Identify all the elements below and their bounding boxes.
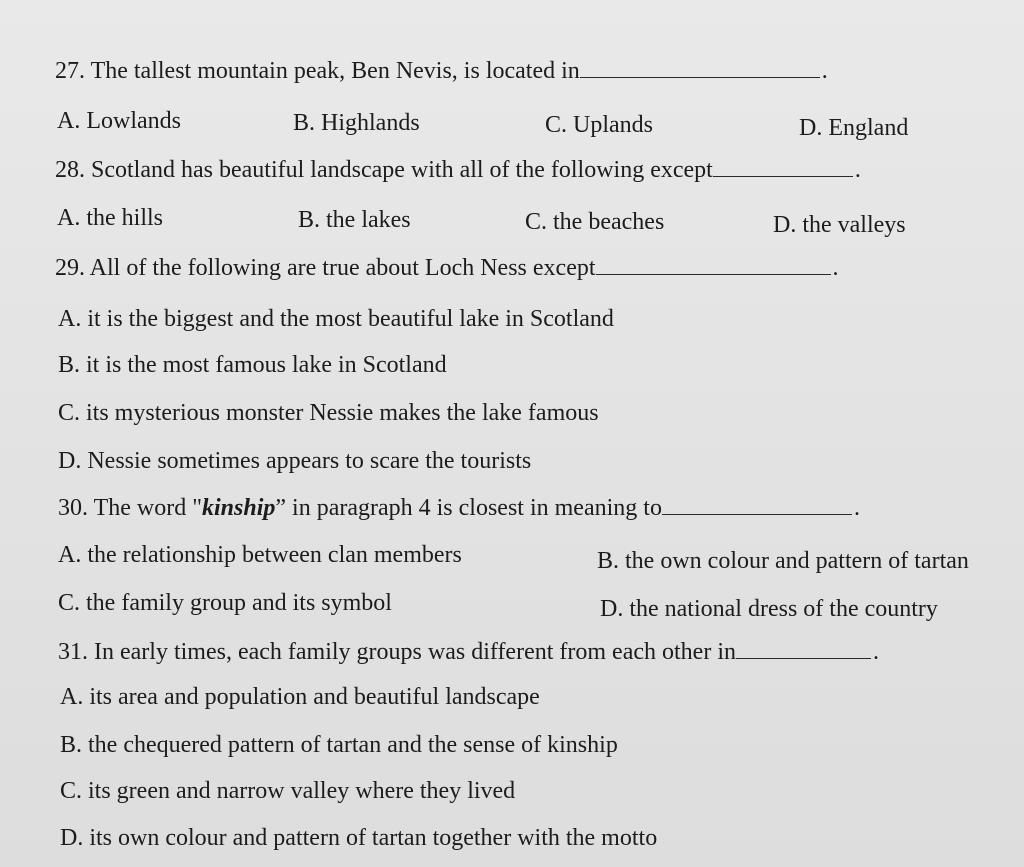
option-27-c[interactable]: C. Uplands xyxy=(545,112,653,138)
answer-blank-28[interactable] xyxy=(713,156,853,177)
option-27-b[interactable]: B. Highlands xyxy=(293,110,420,136)
question-30-period: . xyxy=(853,495,860,521)
question-29-period: . xyxy=(832,255,839,281)
answer-blank-30[interactable] xyxy=(662,494,852,515)
question-30 xyxy=(58,493,860,523)
option-28-a[interactable]: A. the hills xyxy=(57,205,163,231)
question-31-period: . xyxy=(873,639,879,665)
option-29-d[interactable]: D. Nessie sometimes appears to scare the tourists xyxy=(58,448,532,474)
question-27-period: . xyxy=(821,58,828,84)
question-27 xyxy=(55,56,828,86)
option-30-c[interactable]: C. the family group and its symbol xyxy=(58,590,392,616)
question-28 xyxy=(55,155,861,185)
option-30-a[interactable]: A. the relationship between clan members xyxy=(58,542,462,568)
option-28-c[interactable]: C. the beaches xyxy=(525,209,665,235)
option-30-d[interactable]: D. the national dress of the country xyxy=(600,596,938,622)
question-29 xyxy=(55,253,839,283)
option-30-b[interactable]: B. the own colour and pattern of tartan xyxy=(597,548,969,574)
question-31 xyxy=(58,637,879,667)
question-30-stem-start: 30. The word " xyxy=(58,495,202,521)
keyword-kinship: kinship xyxy=(202,495,276,521)
question-28-period: . xyxy=(854,157,861,183)
question-31-stem: 31. In early times, each family groups was different from each other in xyxy=(58,639,736,665)
option-31-d[interactable]: D. its own colour and pattern of tartan together with the motto xyxy=(60,825,658,851)
question-30-stem-end: ” in paragraph 4 is closest in meaning to xyxy=(275,495,662,521)
option-27-a[interactable]: A. Lowlands xyxy=(57,108,181,134)
option-29-a[interactable]: A. it is the biggest and the most beautiful lake in Scotland xyxy=(58,306,614,332)
answer-blank-27[interactable] xyxy=(580,57,820,78)
option-31-b[interactable]: B. the chequered pattern of tartan and the sense of kinship xyxy=(60,732,618,758)
option-31-a[interactable]: A. its area and population and beautiful landscape xyxy=(60,684,540,710)
answer-blank-29[interactable] xyxy=(596,254,831,275)
question-29-stem: 29. All of the following are true about Loch Ness except xyxy=(55,255,596,281)
question-28-stem: 28. Scotland has beautiful landscape with all of the following except xyxy=(55,157,713,183)
option-29-b[interactable]: B. it is the most famous lake in Scotland xyxy=(58,352,447,378)
option-28-b[interactable]: B. the lakes xyxy=(298,207,411,233)
question-27-stem: 27. The tallest mountain peak, Ben Nevis, is located in xyxy=(55,58,580,84)
option-28-d[interactable]: D. the valleys xyxy=(773,212,906,238)
option-31-c[interactable]: C. its green and narrow valley where they lived xyxy=(60,778,516,804)
answer-blank-31[interactable] xyxy=(736,638,871,659)
option-29-c[interactable]: C. its mysterious monster Nessie makes the lake famous xyxy=(58,400,599,426)
option-27-d[interactable]: D. England xyxy=(799,115,909,141)
